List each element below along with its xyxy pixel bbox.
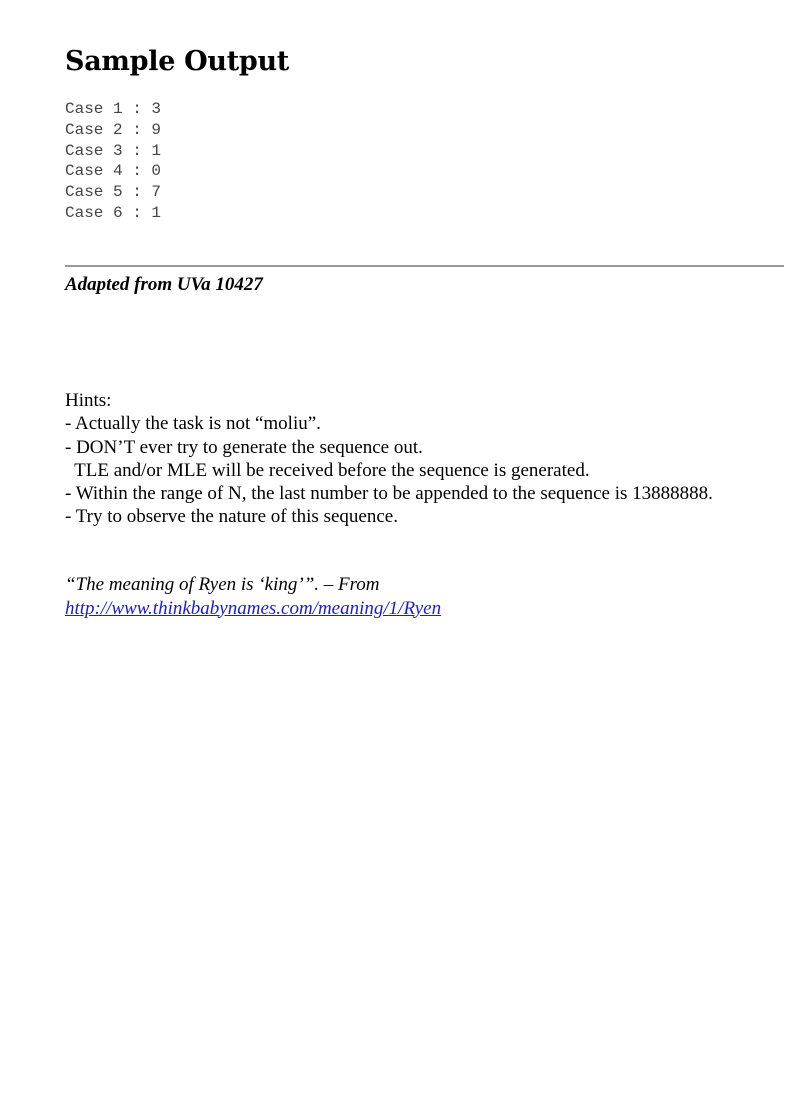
source-attribution: Adapted from UVa 10427 (65, 274, 263, 295)
horizontal-divider (65, 265, 784, 267)
sample-output-line: Case 4 : 0 (65, 162, 162, 181)
sample-output-line: Case 5 : 7 (65, 183, 162, 202)
hint-line: TLE and/or MLE will be received before the sequence is generated. (65, 459, 590, 481)
hint-line: - Try to observe the nature of this sequence. (65, 506, 398, 528)
quote-section (65, 573, 441, 620)
sample-output-line: Case 6 : 1 (65, 203, 162, 222)
sample-output-line: Case 3 : 1 (65, 141, 162, 160)
hints-section (65, 389, 713, 529)
baby-names-link[interactable]: http://www.thinkbabynames.com/meaning/1/Ryen (65, 597, 442, 619)
quote-text: “The meaning of Ryen is ‘king’”. – From (65, 574, 380, 595)
section-heading: Sample Output (65, 46, 289, 77)
hints-title: Hints: (65, 390, 112, 411)
sample-output-line: Case 2 : 9 (65, 120, 162, 139)
hint-line: - Actually the task is not “moliu”. (65, 413, 321, 435)
sample-output-line: Case 1 : 3 (65, 100, 162, 118)
sample-output-block (65, 99, 161, 224)
hint-line: - Within the range of N, the last number to be appended to the sequence is 13888888. (65, 483, 713, 505)
hint-line: - DON’T ever try to generate the sequence out. (65, 436, 423, 458)
